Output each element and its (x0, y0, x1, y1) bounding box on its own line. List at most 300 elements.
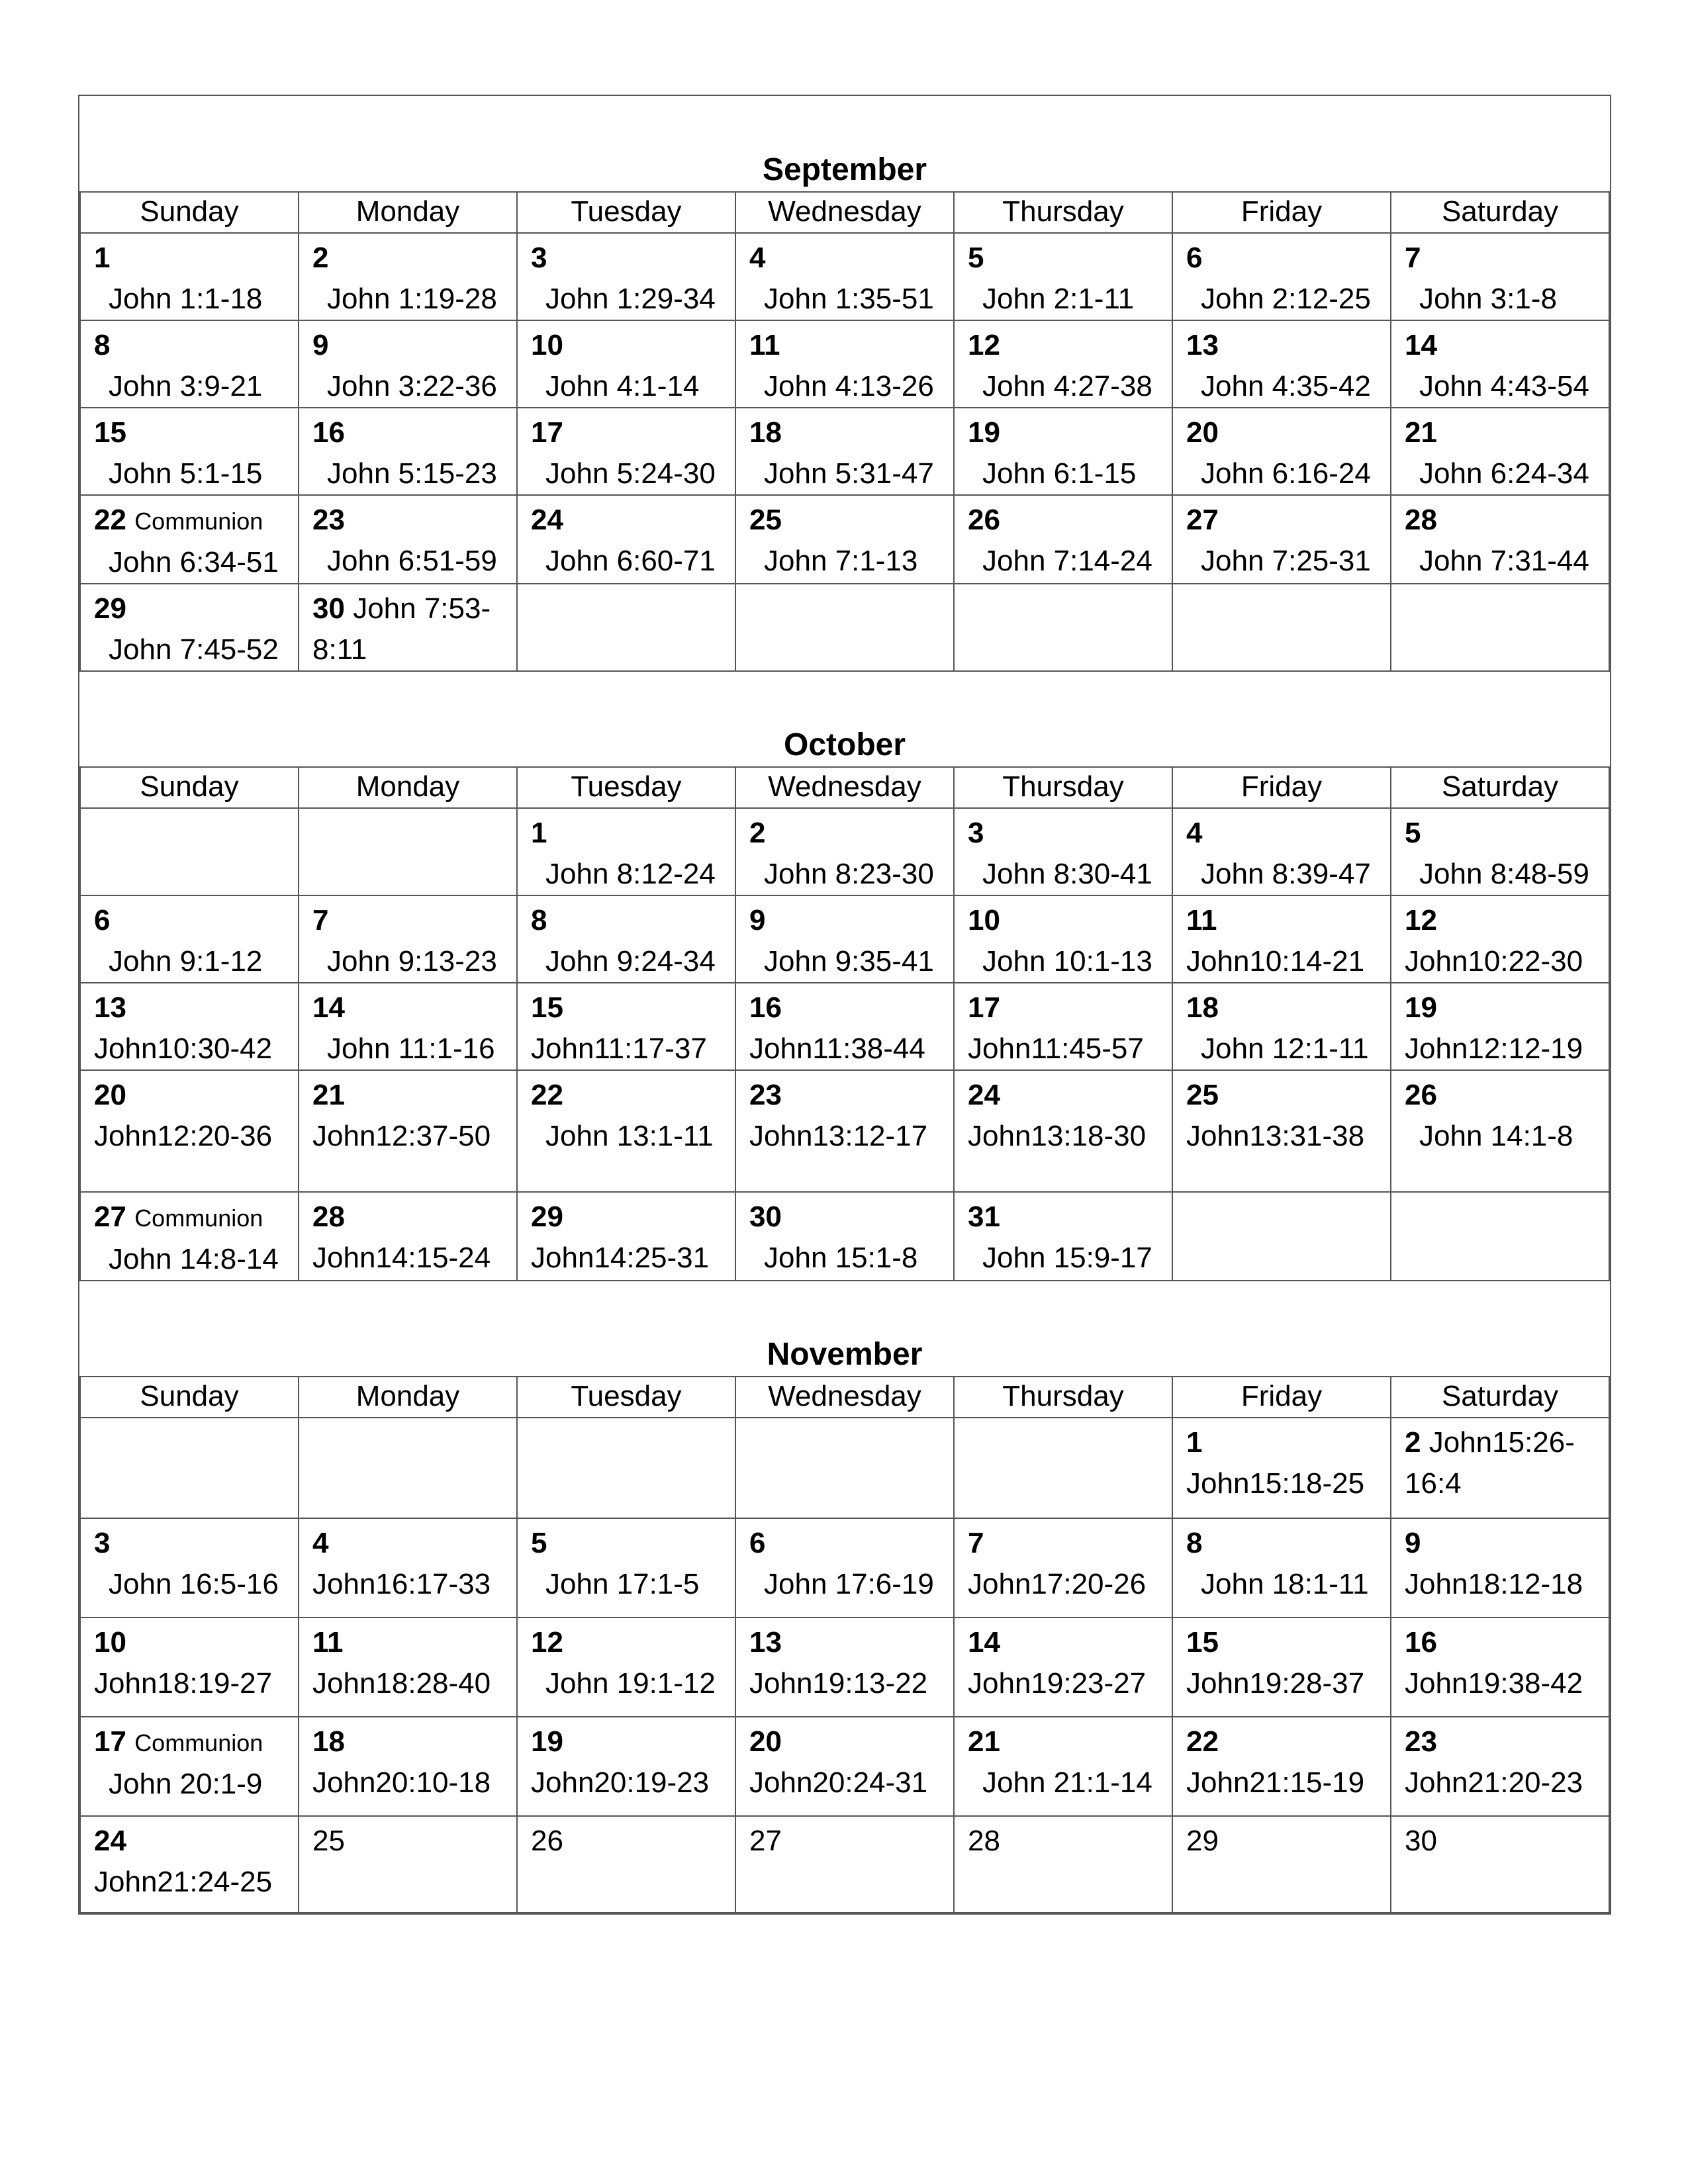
scripture-reading: John 3:9-21 (109, 370, 263, 402)
day-number: 18 (312, 1725, 345, 1758)
day-cell (735, 495, 954, 584)
day-cell (1172, 408, 1391, 495)
scripture-reading: John 14:1-8 (1419, 1120, 1573, 1152)
day-number: 23 (1405, 1725, 1437, 1758)
day-number: 25 (312, 1825, 345, 1857)
day-number: 25 (1186, 1079, 1219, 1111)
scripture-reading: John10:22-30 (1405, 945, 1583, 978)
scripture-reading: John 8:39-47 (1201, 858, 1371, 890)
day-cell (1391, 808, 1609, 895)
scripture-reading: John11:45-57 (968, 1032, 1144, 1065)
empty-day-cell (954, 584, 1172, 671)
day-cell (80, 1070, 299, 1192)
day-cell (517, 408, 735, 495)
day-number: 2 (749, 817, 766, 849)
scripture-reading: John 9:13-23 (327, 945, 497, 978)
week-row (80, 1617, 1609, 1717)
day-cell (80, 1816, 299, 1913)
scripture-reading: John13:12-17 (749, 1120, 928, 1152)
day-number: 14 (968, 1626, 1000, 1659)
weekday-wednesday: Wednesday (735, 192, 954, 233)
day-cell (954, 233, 1172, 320)
day-cell (1172, 808, 1391, 895)
scripture-reading: John14:15-24 (312, 1242, 491, 1274)
day-number: 26 (968, 504, 1000, 536)
day-number: 23 (749, 1079, 782, 1111)
day-number: 30 (312, 592, 345, 625)
day-cell (1391, 233, 1609, 320)
scripture-reading: John11:17-37 (531, 1032, 707, 1065)
empty-day-cell (954, 1418, 1172, 1518)
week-row (80, 495, 1609, 584)
week-row (80, 320, 1609, 408)
day-number: 30 (1405, 1825, 1437, 1857)
communion-note: Communion (134, 1205, 263, 1232)
day-cell (80, 1518, 299, 1617)
scripture-reading: John15:18-25 (1186, 1467, 1365, 1500)
day-cell (1172, 233, 1391, 320)
empty-day-cell (1172, 584, 1391, 671)
day-number: 29 (1186, 1825, 1219, 1857)
day-number: 18 (1186, 991, 1219, 1024)
weekday-monday: Monday (299, 767, 517, 808)
day-number: 4 (312, 1527, 329, 1559)
weekday-thursday: Thursday (954, 1377, 1172, 1418)
weekday-monday: Monday (299, 192, 517, 233)
scripture-reading: John 17:1-5 (545, 1568, 700, 1600)
scripture-reading: John 6:16-24 (1201, 457, 1371, 490)
empty-day-cell (80, 1418, 299, 1518)
day-cell (954, 495, 1172, 584)
day-number: 28 (312, 1201, 345, 1233)
day-number: 15 (1186, 1626, 1219, 1659)
day-number: 12 (1405, 904, 1437, 936)
empty-day-cell (735, 1418, 954, 1518)
month-title: November (80, 1281, 1609, 1377)
scripture-reading: John13:31-38 (1186, 1120, 1365, 1152)
weekday-friday: Friday (1172, 1377, 1391, 1418)
day-cell (1172, 1070, 1391, 1192)
empty-day-cell (517, 1418, 735, 1518)
scripture-reading: John 4:27-38 (982, 370, 1152, 402)
day-cell (954, 1192, 1172, 1281)
day-number: 9 (749, 904, 766, 936)
day-number: 16 (1405, 1626, 1437, 1659)
communion-note: Communion (134, 1729, 263, 1756)
scripture-reading: John 21:1-14 (982, 1766, 1152, 1799)
day-cell (80, 495, 299, 584)
scripture-reading: John 19:1-12 (545, 1667, 716, 1700)
day-number: 23 (312, 504, 345, 536)
day-number: 30 (749, 1201, 782, 1233)
weekday-monday: Monday (299, 1377, 517, 1418)
day-cell (1172, 495, 1391, 584)
day-cell (517, 233, 735, 320)
day-cell (1391, 1617, 1609, 1717)
day-number: 16 (312, 416, 345, 449)
day-cell (517, 320, 735, 408)
empty-day-cell (1391, 584, 1609, 671)
scripture-reading: John20:10-18 (312, 1766, 491, 1799)
empty-day-cell (299, 808, 517, 895)
scripture-reading-part1: John15:26- (1429, 1426, 1575, 1459)
day-number: 22 (1186, 1725, 1219, 1758)
day-cell (1391, 895, 1609, 983)
day-number: 28 (968, 1825, 1000, 1857)
scripture-reading: John 6:34-51 (109, 546, 279, 578)
scripture-reading: John 3:22-36 (327, 370, 497, 402)
scripture-reading: John12:20-36 (94, 1120, 273, 1152)
day-number: 4 (1186, 817, 1203, 849)
day-number: 18 (749, 416, 782, 449)
scripture-reading: John14:25-31 (531, 1242, 710, 1274)
day-cell (299, 584, 517, 671)
day-number: 14 (1405, 329, 1437, 361)
empty-day-cell (1172, 1192, 1391, 1281)
day-number: 26 (1405, 1079, 1437, 1111)
day-number: 16 (749, 991, 782, 1024)
week-row (80, 408, 1609, 495)
day-number: 24 (968, 1079, 1000, 1111)
day-cell (299, 320, 517, 408)
scripture-reading: John 4:43-54 (1419, 370, 1589, 402)
communion-note: Communion (134, 508, 263, 535)
day-number: 10 (94, 1626, 126, 1659)
day-number: 27 (749, 1825, 782, 1857)
scripture-reading: John20:19-23 (531, 1766, 710, 1799)
day-number: 19 (531, 1725, 563, 1758)
day-cell (299, 1816, 517, 1913)
day-cell (299, 1192, 517, 1281)
day-number: 13 (749, 1626, 782, 1659)
day-cell (1172, 983, 1391, 1070)
day-cell (80, 1617, 299, 1717)
empty-day-cell (517, 584, 735, 671)
day-number: 3 (94, 1527, 111, 1559)
day-number: 20 (94, 1079, 126, 1111)
day-cell (299, 233, 517, 320)
day-cell (1391, 320, 1609, 408)
day-cell (517, 495, 735, 584)
day-cell (80, 983, 299, 1070)
day-cell (517, 1070, 735, 1192)
weekday-saturday: Saturday (1391, 192, 1609, 233)
scripture-reading: John19:38-42 (1405, 1667, 1583, 1700)
scripture-reading-part2: 16:4 (1405, 1467, 1462, 1500)
day-cell (1391, 1816, 1609, 1913)
scripture-reading: John 20:1-9 (109, 1768, 263, 1800)
day-number: 19 (968, 416, 1000, 449)
scripture-reading: John 12:1-11 (1201, 1032, 1369, 1065)
day-number: 21 (312, 1079, 345, 1111)
day-number: 27 (94, 1201, 126, 1233)
scripture-reading: John10:30-42 (94, 1032, 273, 1065)
scripture-reading: John 4:13-26 (764, 370, 934, 402)
day-cell (80, 233, 299, 320)
weekday-tuesday: Tuesday (517, 192, 735, 233)
scripture-reading: John 8:30-41 (982, 858, 1152, 890)
scripture-reading: John20:24-31 (749, 1766, 928, 1799)
day-number: 7 (1405, 242, 1421, 274)
scripture-reading: John 9:35-41 (764, 945, 934, 978)
day-cell (80, 895, 299, 983)
day-cell (954, 1070, 1172, 1192)
weekday-wednesday: Wednesday (735, 767, 954, 808)
day-number: 17 (94, 1725, 126, 1758)
scripture-reading: John 18:1-11 (1201, 1568, 1369, 1600)
week-row (80, 1418, 1609, 1518)
day-cell (735, 1192, 954, 1281)
day-number: 29 (94, 592, 126, 625)
day-number: 6 (749, 1527, 766, 1559)
day-cell (299, 408, 517, 495)
day-number: 24 (531, 504, 563, 536)
day-cell (954, 808, 1172, 895)
day-number: 8 (94, 329, 111, 361)
day-cell (735, 895, 954, 983)
day-cell (954, 1518, 1172, 1617)
scripture-reading: John 2:12-25 (1201, 283, 1371, 315)
day-number: 2 (1405, 1426, 1421, 1459)
empty-day-cell (299, 1418, 517, 1518)
day-number: 28 (1405, 504, 1437, 536)
weekday-tuesday: Tuesday (517, 1377, 735, 1418)
day-cell (1172, 1418, 1391, 1518)
day-cell (299, 983, 517, 1070)
day-number: 9 (312, 329, 329, 361)
day-number: 9 (1405, 1527, 1421, 1559)
scripture-reading-part2: 8:11 (312, 633, 367, 666)
scripture-reading: John13:18-30 (968, 1120, 1147, 1152)
scripture-reading: John 3:1-8 (1419, 283, 1557, 315)
day-number: 20 (749, 1725, 782, 1758)
day-number: 29 (531, 1201, 563, 1233)
day-cell (735, 808, 954, 895)
weekday-friday: Friday (1172, 767, 1391, 808)
day-cell (1391, 1518, 1609, 1617)
day-number: 1 (1186, 1426, 1203, 1459)
day-number: 17 (531, 416, 563, 449)
day-number: 5 (1405, 817, 1421, 849)
scripture-reading: John21:15-19 (1186, 1766, 1365, 1799)
weekday-sunday: Sunday (80, 767, 299, 808)
reading-calendar (78, 95, 1611, 1915)
day-number: 11 (1186, 904, 1217, 936)
day-cell (299, 1617, 517, 1717)
week-row (80, 983, 1609, 1070)
scripture-reading: John12:12-19 (1405, 1032, 1583, 1065)
day-cell (517, 1617, 735, 1717)
day-number: 7 (968, 1527, 984, 1559)
day-cell (954, 983, 1172, 1070)
day-cell (299, 1717, 517, 1816)
day-number: 15 (531, 991, 563, 1024)
day-number: 5 (968, 242, 984, 274)
scripture-reading: John19:28-37 (1186, 1667, 1365, 1700)
day-number: 10 (531, 329, 563, 361)
scripture-reading: John 11:1-16 (327, 1032, 495, 1065)
scripture-reading: John 4:35-42 (1201, 370, 1371, 402)
november-weekday-header (80, 1377, 1609, 1418)
day-number: 17 (968, 991, 1000, 1024)
day-cell (954, 320, 1172, 408)
day-number: 3 (968, 817, 984, 849)
scripture-reading: John17:20-26 (968, 1568, 1147, 1600)
day-number: 25 (749, 504, 782, 536)
day-number: 1 (531, 817, 547, 849)
weekday-thursday: Thursday (954, 192, 1172, 233)
week-row (80, 233, 1609, 320)
scripture-reading: John 6:60-71 (545, 545, 716, 577)
day-number: 14 (312, 991, 345, 1024)
day-number: 3 (531, 242, 547, 274)
day-cell (954, 1617, 1172, 1717)
day-cell (954, 1816, 1172, 1913)
week-row (80, 1192, 1609, 1281)
scripture-reading: John 7:14-24 (982, 545, 1152, 577)
day-cell (735, 320, 954, 408)
scripture-reading: John 1:35-51 (764, 283, 934, 315)
scripture-reading: John 8:48-59 (1419, 858, 1589, 890)
september-title-row (80, 96, 1609, 192)
scripture-reading: John21:20-23 (1405, 1766, 1583, 1799)
scripture-reading: John18:19-27 (94, 1667, 273, 1700)
day-cell (1391, 495, 1609, 584)
scripture-reading: John19:23-27 (968, 1667, 1147, 1700)
day-cell (1391, 1418, 1609, 1518)
day-cell (517, 895, 735, 983)
empty-day-cell (80, 808, 299, 895)
scripture-reading: John 9:24-34 (545, 945, 716, 978)
scripture-reading: John 7:25-31 (1201, 545, 1371, 577)
scripture-reading: John11:38-44 (749, 1032, 925, 1065)
month-title: October (80, 671, 1609, 767)
scripture-reading: John 7:45-52 (109, 633, 279, 666)
scripture-reading: John 8:23-30 (764, 858, 934, 890)
scripture-reading: John 2:1-11 (982, 283, 1135, 315)
day-cell (80, 1192, 299, 1281)
day-cell (80, 1717, 299, 1816)
day-cell (1172, 320, 1391, 408)
scripture-reading: John19:13-22 (749, 1667, 928, 1700)
day-cell (735, 408, 954, 495)
day-cell (517, 808, 735, 895)
scripture-reading: John18:28-40 (312, 1667, 491, 1700)
day-cell (299, 495, 517, 584)
day-cell (954, 1717, 1172, 1816)
scripture-reading: John12:37-50 (312, 1120, 491, 1152)
day-number: 22 (94, 504, 126, 536)
weekday-tuesday: Tuesday (517, 767, 735, 808)
week-row (80, 808, 1609, 895)
day-number: 21 (1405, 416, 1437, 449)
scripture-reading: John 5:31-47 (764, 457, 934, 490)
day-cell (1172, 895, 1391, 983)
day-number: 12 (968, 329, 1000, 361)
day-number: 20 (1186, 416, 1219, 449)
scripture-reading: John 7:1-13 (764, 545, 918, 577)
day-cell (735, 1717, 954, 1816)
scripture-reading: John 17:6-19 (764, 1568, 934, 1600)
day-cell (954, 895, 1172, 983)
day-number: 24 (94, 1825, 126, 1857)
october-weekday-header (80, 767, 1609, 808)
day-cell (1172, 1617, 1391, 1717)
weekday-saturday: Saturday (1391, 1377, 1609, 1418)
empty-day-cell (1391, 1192, 1609, 1281)
scripture-reading: John 6:24-34 (1419, 457, 1589, 490)
day-cell (517, 1816, 735, 1913)
scripture-reading: John 15:9-17 (982, 1242, 1152, 1274)
weekday-sunday: Sunday (80, 192, 299, 233)
weekday-thursday: Thursday (954, 767, 1172, 808)
week-row (80, 1518, 1609, 1617)
day-cell (1172, 1816, 1391, 1913)
scripture-reading-part1: John 7:53- (353, 592, 491, 625)
scripture-reading: John 9:1-12 (109, 945, 263, 978)
day-number: 8 (531, 904, 547, 936)
scripture-reading: John 4:1-14 (545, 370, 700, 402)
week-row (80, 895, 1609, 983)
day-cell (299, 895, 517, 983)
scripture-reading: John 1:29-34 (545, 283, 716, 315)
day-number: 6 (1186, 242, 1203, 274)
day-cell (1391, 1070, 1609, 1192)
day-number: 4 (749, 242, 766, 274)
day-number: 7 (312, 904, 329, 936)
day-cell (517, 1717, 735, 1816)
day-cell (735, 1816, 954, 1913)
day-number: 5 (531, 1527, 547, 1559)
day-number: 26 (531, 1825, 563, 1857)
november-title-row (80, 1281, 1609, 1377)
weekday-friday: Friday (1172, 192, 1391, 233)
september-weekday-header (80, 192, 1609, 233)
day-cell (954, 408, 1172, 495)
weekday-saturday: Saturday (1391, 767, 1609, 808)
day-cell (1391, 983, 1609, 1070)
day-number: 27 (1186, 504, 1219, 536)
scripture-reading: John 5:15-23 (327, 457, 497, 490)
scripture-reading: John 13:1-11 (545, 1120, 714, 1152)
day-cell (517, 1518, 735, 1617)
scripture-reading: John 14:8-14 (109, 1243, 279, 1275)
scripture-reading: John 15:1-8 (764, 1242, 918, 1274)
day-cell (735, 983, 954, 1070)
scripture-reading: John 10:1-13 (982, 945, 1152, 978)
day-cell (299, 1070, 517, 1192)
week-row (80, 1717, 1609, 1816)
day-cell (517, 1192, 735, 1281)
day-number: 10 (968, 904, 1000, 936)
scripture-reading: John 5:1-15 (109, 457, 263, 490)
scripture-reading: John 8:12-24 (545, 858, 716, 890)
scripture-reading: John 6:1-15 (982, 457, 1137, 490)
day-cell (299, 1518, 517, 1617)
day-cell (735, 233, 954, 320)
scripture-reading: John18:12-18 (1405, 1568, 1583, 1600)
day-cell (735, 1617, 954, 1717)
week-row (80, 1816, 1609, 1913)
day-cell (80, 320, 299, 408)
day-number: 11 (749, 329, 780, 361)
scripture-reading: John 5:24-30 (545, 457, 716, 490)
empty-day-cell (735, 584, 954, 671)
week-row (80, 584, 1609, 671)
day-cell (1172, 1518, 1391, 1617)
scripture-reading: John 1:1-18 (109, 283, 263, 315)
scripture-reading: John 6:51-59 (327, 545, 497, 577)
